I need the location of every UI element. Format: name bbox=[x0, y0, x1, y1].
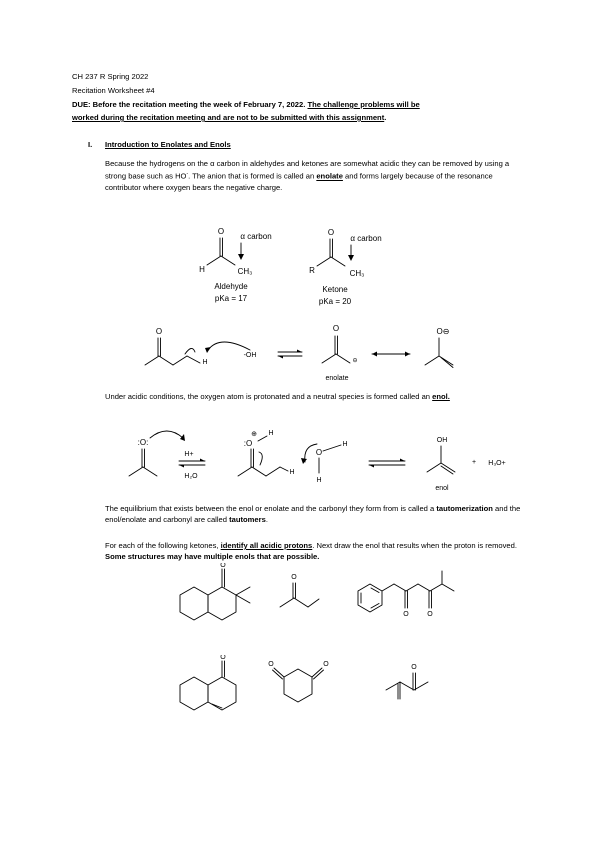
enol-arrow-reverse-head bbox=[369, 465, 374, 468]
p1-text-a: Because the hydrogens on the α carbon in aldehydes and ketones are somewhat acidic they can be removed by using a strong base such as HO bbox=[105, 159, 510, 181]
curved-arrow-protonation bbox=[150, 431, 183, 438]
due-period: . bbox=[384, 113, 387, 122]
resonance-arrow-right-head bbox=[405, 352, 410, 357]
octalone-structure bbox=[180, 655, 236, 710]
water-hydrogen-1: H bbox=[342, 441, 348, 448]
carbanion-charge: ⊖ bbox=[352, 358, 358, 364]
curved-arrow-base-head bbox=[205, 347, 211, 353]
instruction-identify-protons: identify all acidic protons bbox=[220, 541, 313, 550]
course-title: CH 237 R Spring 2022 bbox=[72, 72, 149, 81]
problem-1-oxygen: O bbox=[220, 563, 226, 569]
p1-text-b: . The anion that is formed is called an bbox=[188, 171, 317, 181]
hydronium-label: H₃O+ bbox=[488, 460, 506, 467]
oxonium-charge: ⊕ bbox=[251, 431, 257, 438]
aldehyde-hydrogen: H bbox=[199, 265, 205, 274]
challenge-note-end: worked during the recitation meeting and are not to be submitted with this assignment bbox=[72, 113, 385, 122]
ketone-name: Ketone bbox=[322, 285, 348, 294]
paragraph-instructions bbox=[105, 540, 530, 563]
curved-arrow-protonation-head bbox=[180, 434, 185, 441]
aldehyde-oxygen: O bbox=[217, 227, 225, 236]
oxonium-oxygen: :O bbox=[243, 439, 253, 448]
due-line-2 bbox=[72, 112, 386, 123]
paragraph-enol bbox=[105, 391, 530, 402]
ketone-problems-row-1 bbox=[170, 563, 490, 643]
curved-arrow-bond-shift bbox=[259, 452, 262, 465]
problem-6-oxygen: O bbox=[411, 664, 417, 671]
equilibrium-arrow-forward-head bbox=[297, 350, 302, 353]
equilibrium-arrow-reverse-head bbox=[278, 356, 283, 359]
aldehyde-name: Aldehyde bbox=[214, 282, 248, 291]
worksheet-title: Recitation Worksheet #4 bbox=[72, 86, 155, 95]
acid-arrow-forward-head bbox=[200, 459, 205, 462]
cyclohexanedione-structure bbox=[268, 661, 329, 702]
term-tautomerization: tautomerization bbox=[436, 504, 493, 513]
term-enol: enol. bbox=[432, 392, 450, 401]
problem-5-oxygen-b: O bbox=[323, 661, 329, 668]
ketone-r-group: R bbox=[309, 266, 315, 275]
paragraph-tautomerization bbox=[105, 503, 530, 526]
problem-2-oxygen: O bbox=[291, 574, 297, 581]
aldehyde-methyl: CH₃ bbox=[237, 267, 253, 276]
p1-superscript: - bbox=[186, 171, 189, 178]
section-title: Introduction to Enolates and Enols bbox=[105, 140, 231, 149]
water-hydrogen-2: H bbox=[316, 477, 322, 484]
instruction-multiple-enols: Some structures may have multiple enols that are possible. bbox=[105, 552, 320, 562]
enol-label: enol bbox=[435, 485, 449, 492]
due-line-1 bbox=[72, 99, 420, 110]
ketone-alpha-label: α carbon bbox=[350, 234, 382, 243]
p2-text-a: Under acidic conditions, the oxygen atom is protonated and a neutral species is formed called an bbox=[105, 392, 433, 401]
butanone-structure bbox=[280, 574, 319, 607]
alpha-hydrogen-label: H bbox=[289, 469, 295, 476]
problem-4-oxygen: O bbox=[220, 655, 226, 661]
problem-5-oxygen-a: O bbox=[268, 661, 274, 668]
paragraph-enolate bbox=[105, 158, 530, 194]
curved-arrow-bond bbox=[185, 348, 195, 354]
problem-3-oxygen-a: O bbox=[403, 611, 409, 618]
term-enolate: enolate bbox=[316, 171, 343, 181]
enol-arrow-forward-head bbox=[400, 459, 405, 462]
p3-text-a: The equilibrium that exists between the enol or enolate and the carbonyl they form from is called a bbox=[105, 504, 437, 513]
hydroxide-ion: -OH bbox=[243, 352, 257, 359]
enol-formation-figure bbox=[105, 420, 525, 498]
enolate-oxygen: O bbox=[332, 324, 340, 333]
ketone-problems-row-2 bbox=[170, 655, 460, 720]
curved-arrow-base bbox=[208, 342, 250, 350]
aldehyde-alpha-label: α carbon bbox=[240, 232, 272, 241]
alpha-hydrogen: H bbox=[202, 359, 208, 366]
ketone-oxygen: O bbox=[327, 228, 335, 237]
ketone-methyl: CH₃ bbox=[349, 269, 365, 278]
section-numeral: I. bbox=[88, 140, 93, 149]
enolate-formation-figure bbox=[140, 312, 490, 387]
unsaturated-ketone-structure bbox=[386, 664, 428, 699]
p4-text-b: . Next draw the enol that results when the proton is removed. bbox=[312, 541, 517, 550]
p1-text-c: and forms largely because of the resonance contributor where oxygen bears the negative charge. bbox=[105, 171, 493, 193]
curved-arrow-deprotonation-head bbox=[301, 458, 307, 464]
proton-reagent: H+ bbox=[184, 451, 194, 458]
oxonium-hydrogen: H bbox=[268, 430, 274, 437]
acid-arrow-reverse-head bbox=[179, 465, 184, 468]
enolate-oxyanion: O⊖ bbox=[436, 327, 450, 336]
ketone-oxygen: O bbox=[155, 327, 163, 336]
aldehyde-alpha-arrowhead bbox=[238, 254, 244, 260]
decalone-dimethyl-structure bbox=[180, 563, 250, 620]
water-label: H₂O bbox=[184, 473, 198, 480]
aldehyde-pka: pKa = 17 bbox=[214, 294, 248, 303]
water-oxygen: O bbox=[315, 448, 323, 457]
phenyl-diketone-structure bbox=[358, 571, 454, 618]
p3-text-b: and the enol/enolate and carbonyl are called bbox=[105, 504, 521, 525]
ketone-alpha-arrowhead bbox=[348, 255, 354, 261]
p3-text-c: . bbox=[265, 515, 268, 525]
due-text: DUE: Before the recitation meeting the week of February 7, 2022. bbox=[72, 100, 308, 109]
plus-sign: + bbox=[471, 459, 477, 466]
problem-3-oxygen-b: O bbox=[427, 611, 433, 618]
carbonyl-oxygen: :O: bbox=[137, 438, 149, 447]
enolate-label: enolate bbox=[325, 375, 349, 382]
enol-hydroxyl: OH bbox=[436, 437, 448, 444]
challenge-note-start: The challenge problems will be bbox=[307, 100, 420, 109]
ketone-pka: pKa = 20 bbox=[318, 297, 352, 306]
p4-text-a: For each of the following ketones, bbox=[105, 541, 221, 550]
term-tautomers: tautomers bbox=[229, 515, 266, 525]
resonance-arrow-left-head bbox=[372, 352, 377, 357]
